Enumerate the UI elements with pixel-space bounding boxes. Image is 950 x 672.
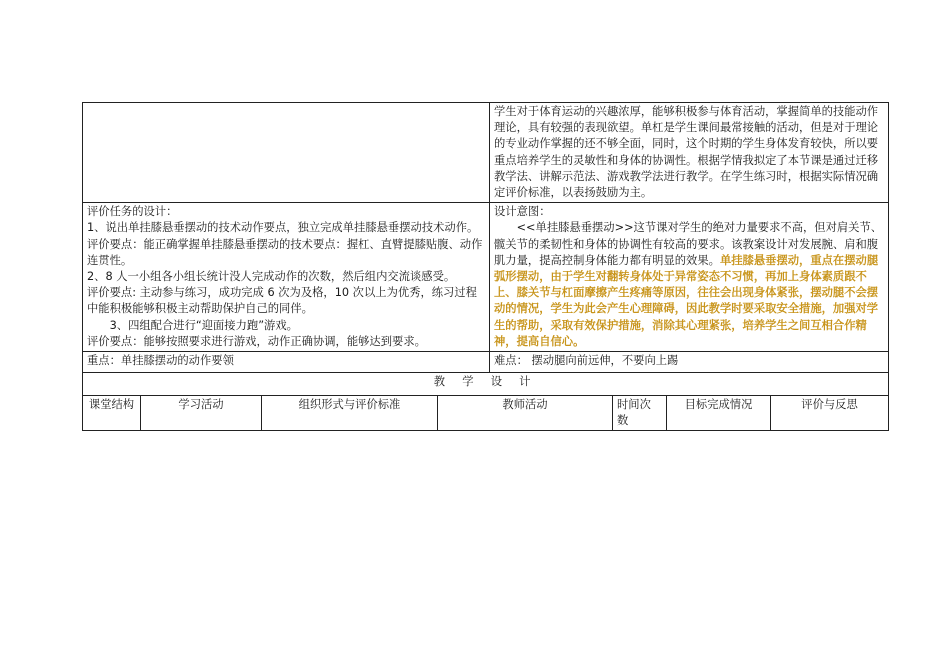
column-header-organization: 组织形式与评价标准 [262,396,438,431]
evaluation-cell [83,203,490,352]
column-header-reflection: 评价与反思 [771,396,889,431]
intro-text: 学生对于体育运动的兴趣浓厚，能够积极参与体育活动，掌握简单的技能动作理论，具有较强的表现欲望。单杠是学生课间最常接触的活动，但是对于理论的专业动作掌握的还不够全面，同时，这个时期的学生身体发育较快，所以要重点培养学生的灵敏性和身体的协调性。根据学情我拟定了本节课是通过迁移教学法、讲解示范法、游戏教学法进行教学。在学生练习时，根据实际情况确定评价标准，以表扬鼓励为主。 [494,105,879,200]
column-header-activity: 学习活动 [141,396,262,431]
column-header-goal: 目标完成情况 [667,396,771,431]
design-cell [490,203,889,352]
key-point-cell: 重点：单挂膝摆动的动作要领 [83,352,490,373]
evaluation-item-1: 1、说出单挂膝悬垂摆动的技术动作要点，独立完成单挂膝悬垂摆动技术动作。 [87,221,479,235]
evaluation-item-2: 评价要点：能正确掌握单挂膝悬垂摆动的技术要点：握杠、直臂提膝贴腹、动作连贯性。 [87,237,483,267]
section-title: 教 学 设 计 [83,373,889,396]
design-title: 设计意图： [494,205,551,219]
design-text [494,220,884,350]
design-text-highlight: 单挂膝悬垂摆动，重点在摆动腿弧形摆动，由于学生对翻转身体处于异常姿态不习惯，再加上身体素质跟不上、膝关节与杠面摩擦产生疼痛等原因，往往会出现身体紧张，摆动腿不会摆动的情况，学生为此会产生心理障碍，因此教学时要采取安全措施，加强对学生的帮助，采取有效保护措施，消除其心理紧张，培养学生之间互相合作精神，提高自信心。 [494,253,879,348]
column-header-time: 时间次数 [613,396,667,431]
column-header-structure: 课堂结构 [83,396,141,431]
section-title-row [83,373,889,396]
intro-cell [490,103,889,203]
evaluation-title: 评价任务的设计： [87,205,178,219]
column-header-row [83,396,889,431]
evaluation-item-3: 2、8 人一小组各小组长统计没人完成动作的次数，然后组内交流谈感受。 [87,270,456,284]
design-text-normal: <<单挂膝悬垂摆动>>这节课对学生的绝对力量要求不高，但对肩关节、 髋关节的柔韧性和身体的协调性有较高的要求。该教案设计对发展腕、肩和腹肌力量，提高控制身体能力都有明显的效果。 [494,221,883,267]
intro-empty-cell [83,103,490,203]
intro-row [83,103,889,203]
evaluation-item-4: 评价要点: 主动参与练习，成功完成 6 次为及格，10 次以上为优秀，练习过程中能积极能够积极主动帮助保护自己的同伴。 [87,286,477,316]
evaluation-item-6: 评价要点：能够按照要求进行游戏，动作正确协调，能够达到要求。 [87,334,426,348]
evaluation-item-5: 3、四组配合进行“迎面接力跑”游戏。 [109,318,298,332]
difficulty-cell: 难点： 摆动腿向前远伸，不要向上踢 [490,352,889,373]
lesson-plan-table [82,102,889,431]
key-difficulty-row [83,352,889,373]
design-row [83,203,889,352]
column-header-teacher: 教师活动 [438,396,613,431]
